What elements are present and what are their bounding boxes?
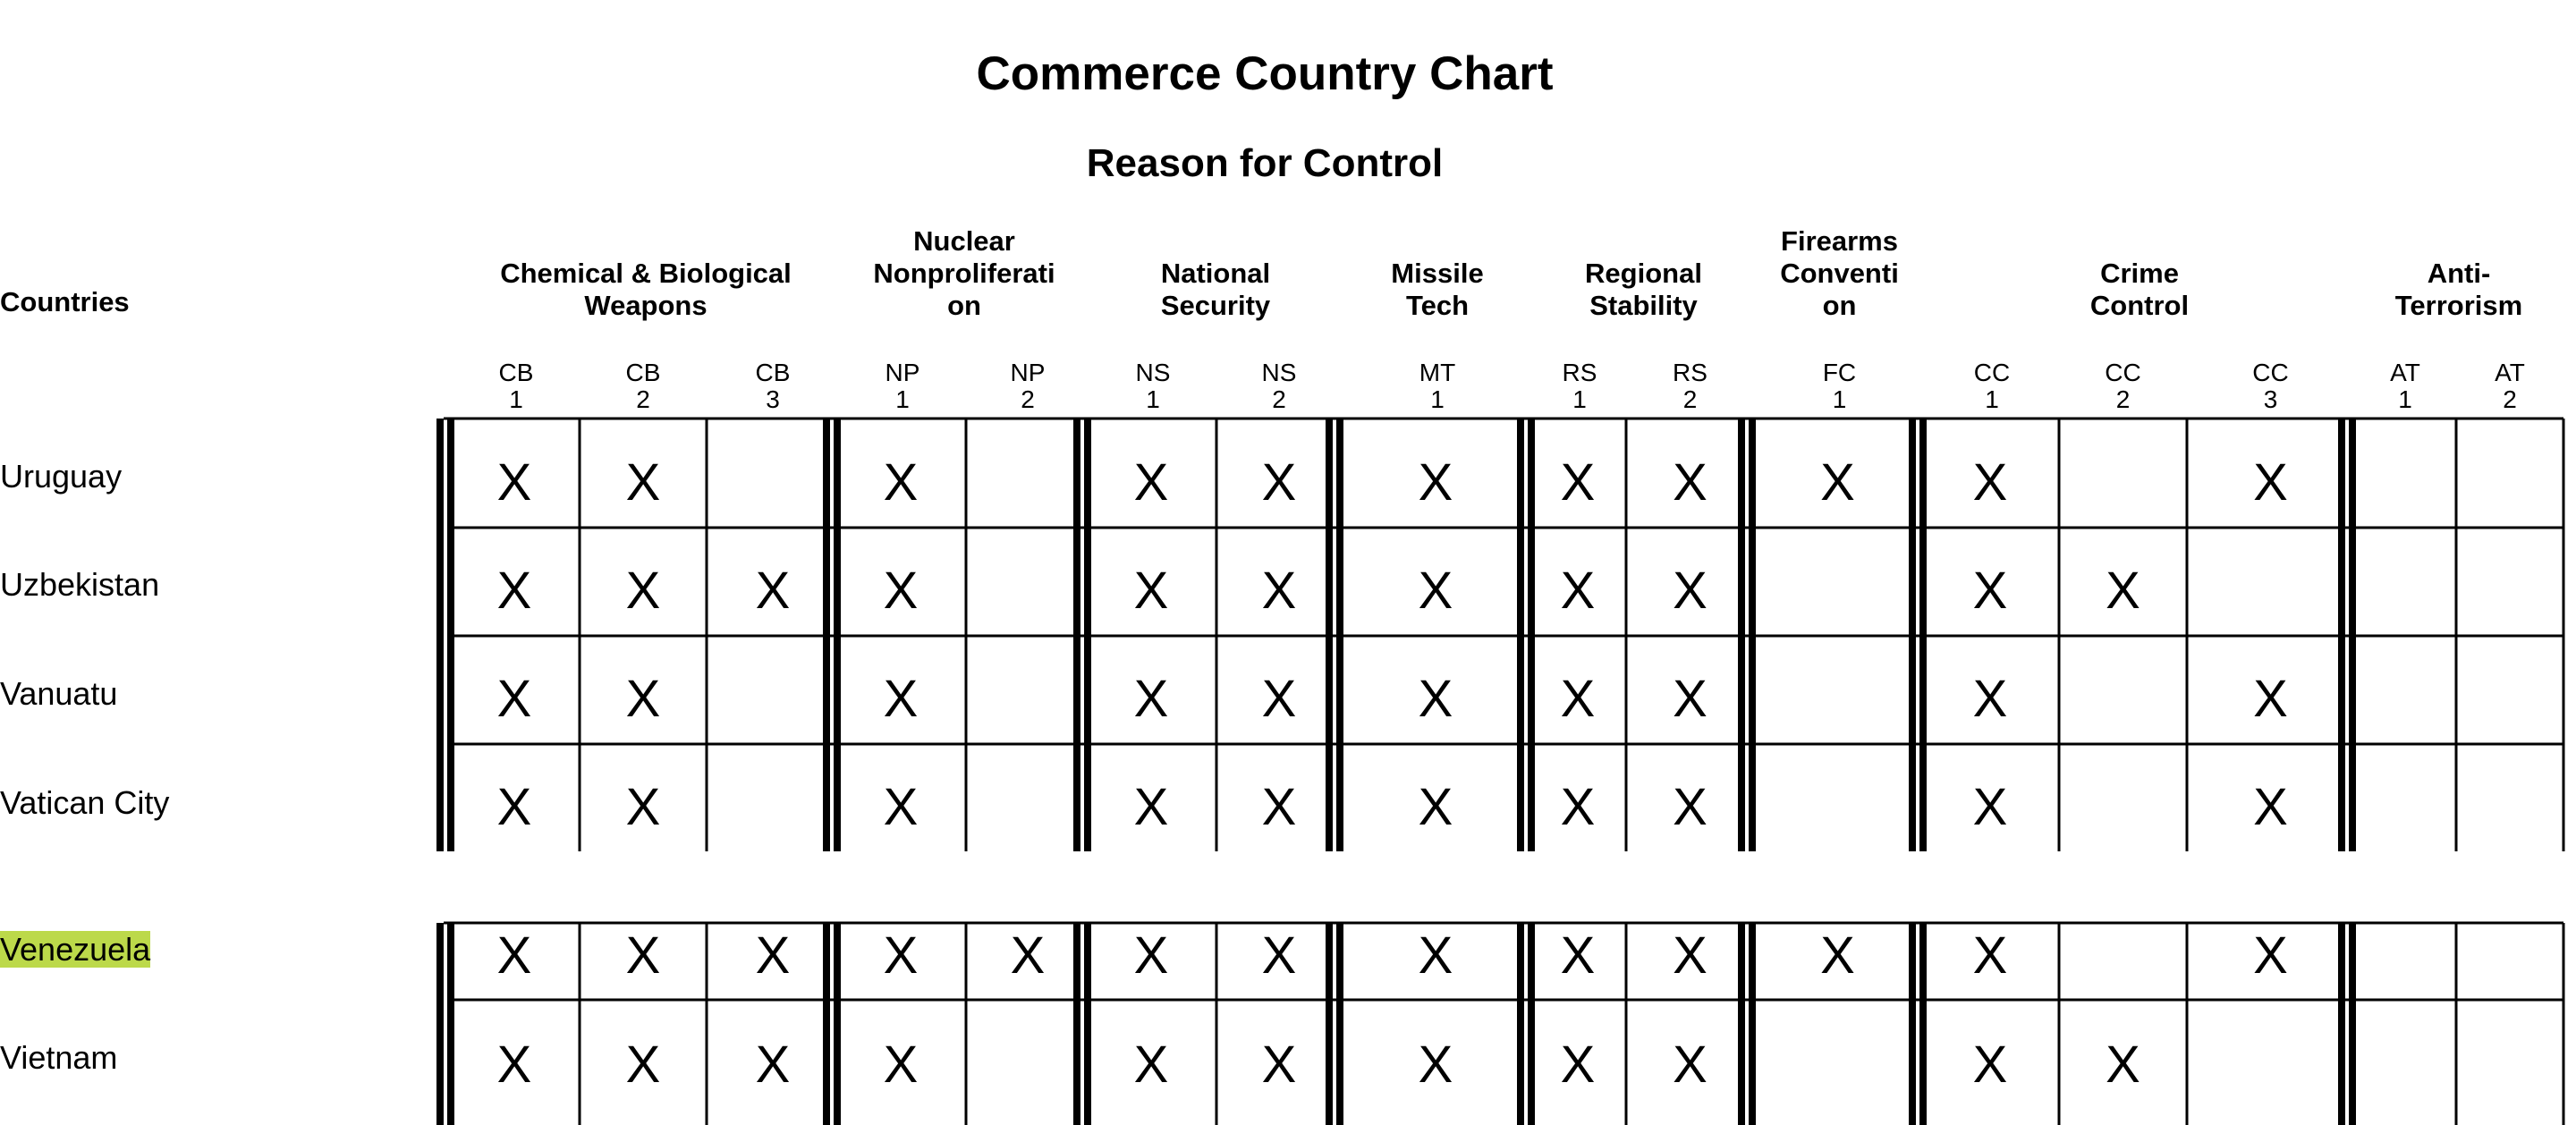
group-label-line: Firearms [1781, 225, 1898, 257]
column-number: 3 [2263, 385, 2278, 413]
control-mark: X [2253, 670, 2288, 728]
column-code: AT [2390, 359, 2420, 386]
column-number: 2 [1272, 385, 1286, 413]
control-mark: X [2106, 562, 2140, 620]
control-mark: X [2253, 926, 2288, 985]
group-label-line: Anti- [2427, 258, 2491, 289]
control-mark: X [2253, 453, 2288, 512]
control-mark: X [625, 778, 661, 836]
control-mark: X [1820, 453, 1855, 512]
control-mark: X [883, 670, 919, 728]
control-mark: X [1560, 562, 1596, 620]
control-mark: X [883, 562, 919, 620]
column-code: CB [755, 359, 791, 386]
group-label-line: Nuclear [913, 225, 1015, 257]
column-number: 2 [1021, 385, 1035, 413]
column-code: RS [1673, 359, 1707, 386]
control-mark: X [1133, 453, 1169, 512]
control-mark: X [1673, 778, 1707, 836]
control-mark: X [1418, 670, 1453, 728]
control-mark: X [1133, 778, 1169, 836]
column-number: 1 [1832, 385, 1847, 413]
control-mark: X [883, 453, 919, 512]
control-mark: X [1673, 562, 1707, 620]
control-mark: X [496, 453, 532, 512]
group-label-line: Chemical & Biological [500, 258, 792, 289]
control-mark: X [1560, 453, 1596, 512]
chart-title: Commerce Country Chart [976, 47, 1554, 100]
control-mark: X [1261, 778, 1297, 836]
control-mark: X [2253, 778, 2288, 836]
group-label-line: Crime [2100, 258, 2179, 289]
group-label-line: Conventi [1780, 258, 1899, 289]
column-code: CB [498, 359, 534, 386]
country-name: Uruguay [0, 458, 123, 495]
country-name: Vatican City [0, 784, 170, 821]
control-mark: X [2106, 1036, 2140, 1094]
group-label-line: Security [1160, 290, 1271, 321]
control-mark: X [496, 778, 532, 836]
column-code: RS [1562, 359, 1597, 386]
country-name: Vietnam [0, 1039, 118, 1076]
country-name: Venezuela [0, 931, 151, 968]
column-number: 2 [1682, 385, 1698, 413]
group-label-line: Weapons [584, 290, 708, 321]
control-mark: X [1673, 926, 1707, 985]
column-code: CC [2252, 359, 2289, 386]
column-number: 1 [1572, 385, 1587, 413]
control-mark: X [1418, 926, 1453, 985]
group-label-line: on [947, 290, 981, 321]
control-mark: X [755, 562, 791, 620]
column-number: 2 [2115, 385, 2131, 413]
column-number: 1 [1985, 385, 1999, 413]
control-mark: X [1133, 562, 1169, 620]
control-mark: X [625, 453, 661, 512]
group-label-line: Regional [1585, 258, 1702, 289]
control-mark: X [1972, 670, 2008, 728]
control-mark: X [883, 926, 919, 985]
control-mark: X [496, 562, 532, 620]
control-mark: X [883, 778, 919, 836]
control-mark: X [1010, 926, 1046, 985]
column-code: NS [1261, 359, 1297, 386]
column-number: 1 [509, 385, 523, 413]
control-mark: X [1418, 453, 1453, 512]
column-number: 3 [766, 385, 780, 413]
control-mark: X [1972, 453, 2008, 512]
column-number: 1 [1430, 385, 1445, 413]
control-mark: X [1972, 926, 2008, 985]
control-mark: X [496, 926, 532, 985]
column-number: 1 [1146, 385, 1160, 413]
control-mark: X [1261, 1036, 1297, 1094]
control-mark: X [755, 1036, 791, 1094]
group-label-line: Missile [1391, 258, 1484, 289]
control-mark: X [1673, 453, 1707, 512]
control-mark: X [883, 1036, 919, 1094]
column-number: 1 [2398, 385, 2412, 413]
control-mark: X [1972, 1036, 2008, 1094]
column-code: CC [1973, 359, 2011, 386]
group-label-line: Control [2089, 290, 2190, 321]
control-mark: X [1418, 562, 1453, 620]
group-label-line: Stability [1589, 290, 1698, 321]
group-label-line: Terrorism [2394, 290, 2523, 321]
control-mark: X [1673, 670, 1707, 728]
column-code: MT [1419, 359, 1456, 386]
column-code: FC [1822, 359, 1857, 386]
control-mark: X [1560, 778, 1596, 836]
control-mark: X [1560, 926, 1596, 985]
country-name: Vanuatu [0, 675, 118, 712]
control-mark: X [755, 926, 791, 985]
countries-column-header: Countries [0, 286, 130, 317]
control-mark: X [496, 1036, 532, 1094]
control-mark: X [1418, 1036, 1453, 1094]
control-mark: X [1820, 926, 1855, 985]
group-label-line: Nonproliferati [873, 258, 1055, 289]
group-label-line: National [1160, 258, 1271, 289]
column-code: AT [2495, 359, 2525, 386]
control-mark: X [1133, 1036, 1169, 1094]
control-mark: X [625, 670, 661, 728]
control-mark: X [1261, 562, 1297, 620]
control-mark: X [1972, 562, 2008, 620]
column-code: NP [885, 359, 920, 386]
control-mark: X [1418, 778, 1453, 836]
control-mark: X [1261, 453, 1297, 512]
column-code: NP [1010, 359, 1046, 386]
control-mark: X [1261, 670, 1297, 728]
column-number: 2 [636, 385, 650, 413]
control-mark: X [1560, 670, 1596, 728]
control-mark: X [625, 562, 661, 620]
control-mark: X [1972, 778, 2008, 836]
control-mark: X [625, 1036, 661, 1094]
column-code: CC [2105, 359, 2141, 386]
control-mark: X [1261, 926, 1297, 985]
control-mark: X [1560, 1036, 1596, 1094]
control-mark: X [625, 926, 661, 985]
control-mark: X [1133, 926, 1169, 985]
control-mark: X [1133, 670, 1169, 728]
column-code: CB [625, 359, 661, 386]
control-mark: X [1673, 1036, 1707, 1094]
country-name: Uzbekistan [0, 566, 160, 603]
group-label-line: Tech [1405, 290, 1470, 321]
column-number: 2 [2503, 385, 2517, 413]
control-mark: X [496, 670, 532, 728]
column-number: 1 [895, 385, 910, 413]
column-code: NS [1135, 359, 1171, 386]
chart-subtitle: Reason for Control [1086, 141, 1444, 185]
group-label-line: on [1822, 290, 1857, 321]
